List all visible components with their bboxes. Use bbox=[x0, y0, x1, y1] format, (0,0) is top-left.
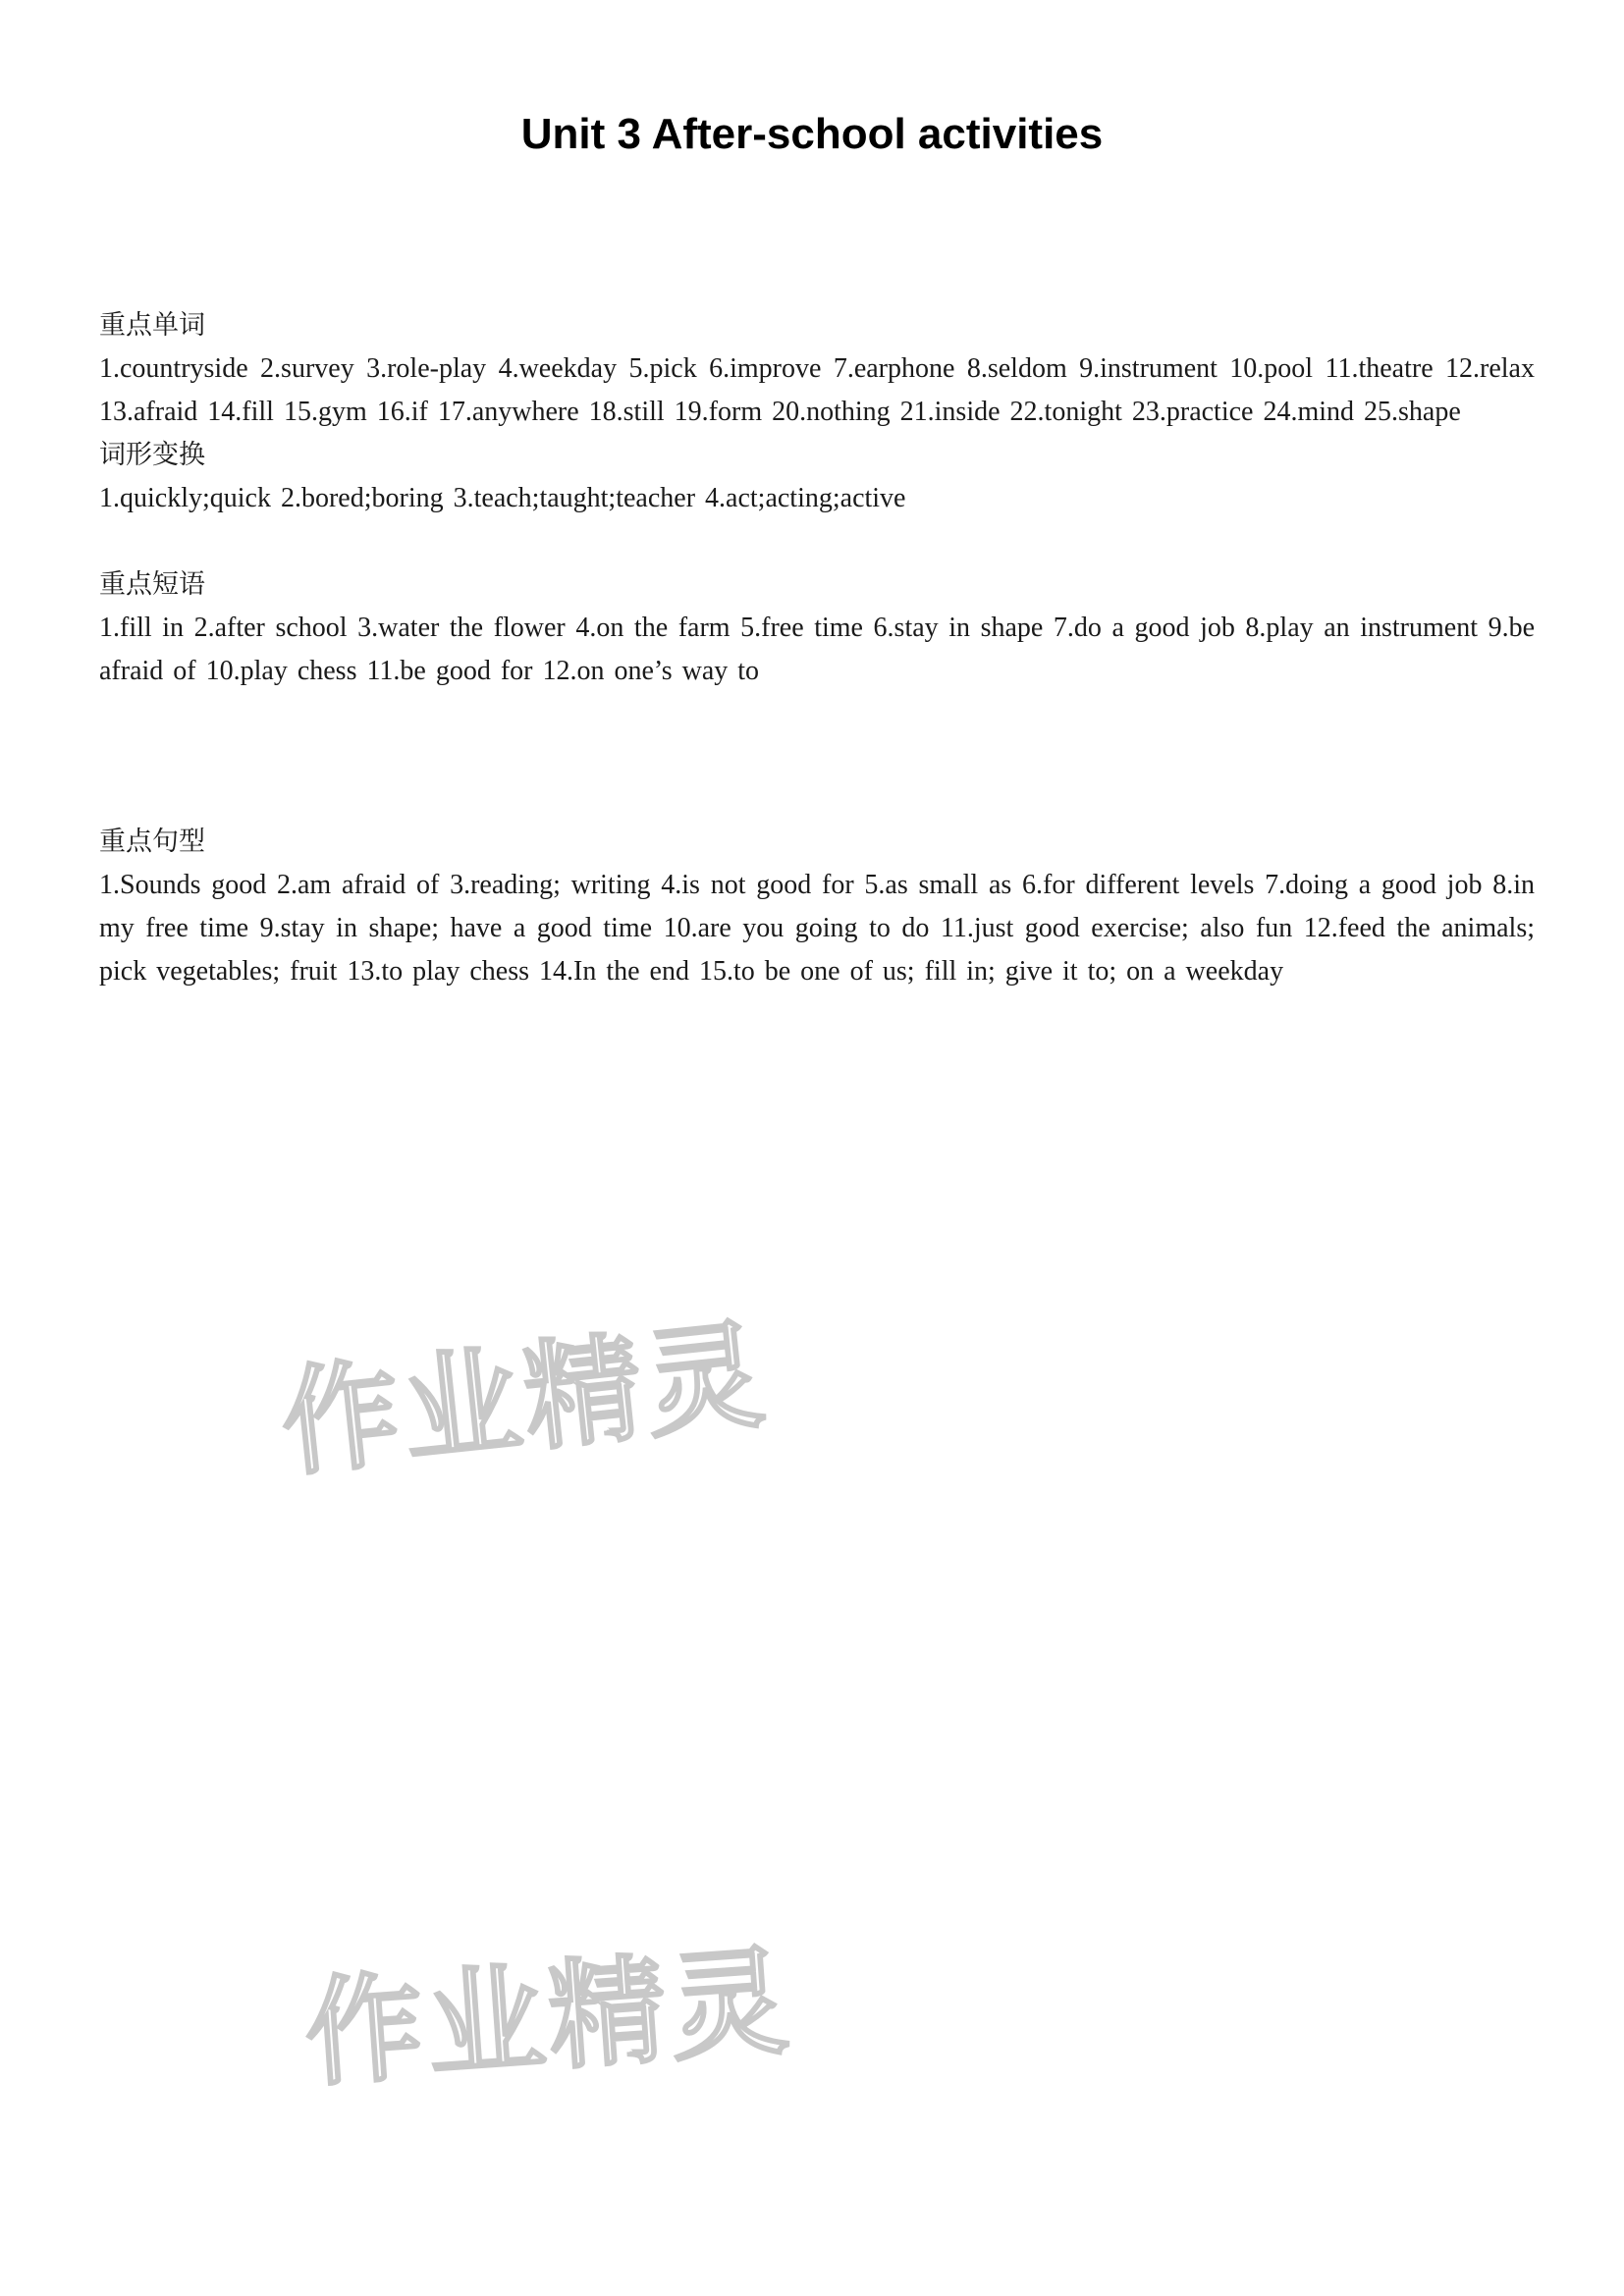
page-title: Unit 3 After-school activities bbox=[520, 110, 1104, 158]
section-heading-key-words: 重点单词 bbox=[99, 310, 205, 341]
key-words-list: 1.countryside 2.survey 3.role-play 4.weekday 5.pick 6.improve 7.earphone 8.seldom 9.instrument 10.pool 11.theatre 12.relax 13.afraid 14.fill 15.gym 16.if 17.anywhere 18.still 19.form 20.nothing 21.inside 22.tonight 23.practice 24.mind 25.shape bbox=[99, 353, 1535, 427]
watermark-logo: 作业精灵 bbox=[275, 1307, 775, 1494]
answer-content bbox=[99, 304, 1535, 993]
spacer bbox=[99, 693, 1535, 821]
key-sentences-list: 1.Sounds good 2.am afraid of 3.reading; writing 4.is not good for 5.as small as 6.for different levels 7.doing a good job 8.in my free time 9.stay in shape; have a good time 10.are you going to do 11.just good exercise; also fun 12.feed the animals; pick vegetables; fruit 13.to play chess 14.In the end 15.to be one of us; fill in; give it to; on a weekday bbox=[99, 870, 1535, 987]
watermark-logo: 作业精灵 bbox=[300, 1933, 796, 2105]
spacer bbox=[99, 520, 1535, 563]
key-phrases-list: 1.fill in 2.after school 3.water the flower 4.on the farm 5.free time 6.stay in shape 7.do a good job 8.play an instrument 9.be afraid of 10.play chess 11.be good for 12.on one’s way to bbox=[99, 613, 1535, 686]
section-heading-key-sentences: 重点句型 bbox=[99, 827, 205, 857]
word-forms-list: 1.quickly;quick 2.bored;boring 3.teach;taught;teacher 4.act;acting;active bbox=[99, 483, 906, 513]
section-heading-key-phrases: 重点短语 bbox=[99, 569, 205, 600]
section-heading-word-forms: 词形变换 bbox=[99, 440, 205, 470]
